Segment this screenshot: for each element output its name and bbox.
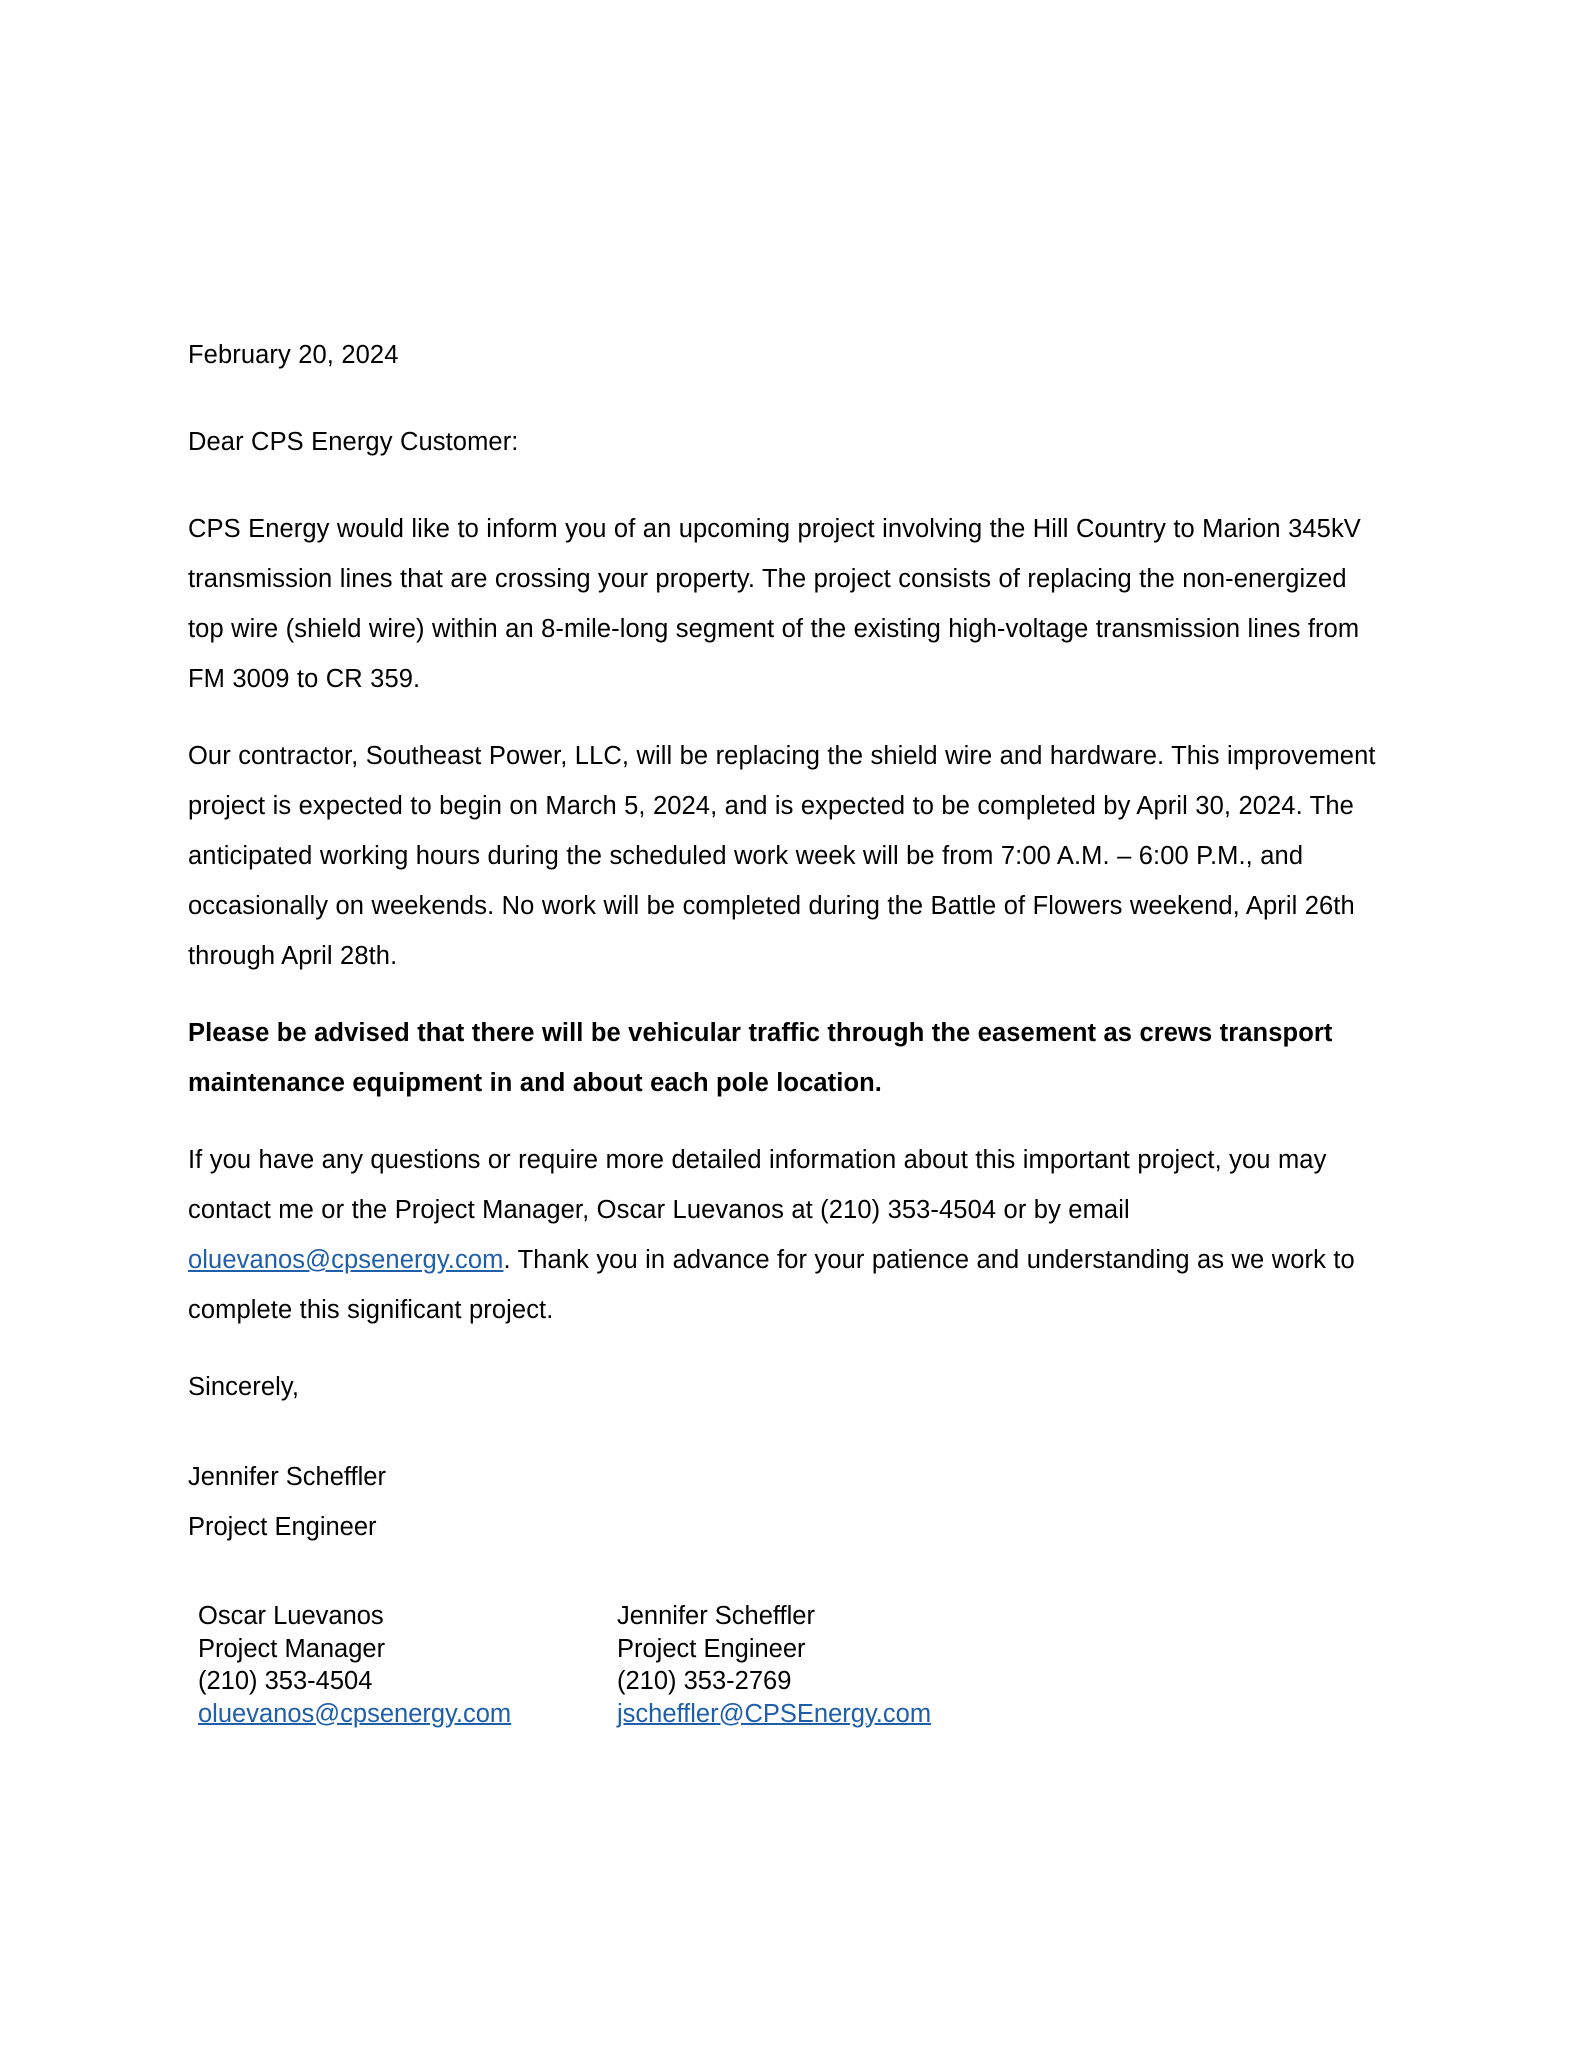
signature-title: Project Engineer: [188, 1513, 377, 1541]
contact-email-link[interactable]: jscheffler@CPSEnergy.com: [617, 1699, 932, 1728]
contact-title: Project Manager: [198, 1634, 386, 1663]
contact-phone: (210) 353-2769: [617, 1667, 792, 1695]
paragraph-questions: [188, 1135, 1384, 1335]
signature-block: [188, 1452, 1384, 1552]
contact-name: Oscar Luevanos: [198, 1602, 384, 1630]
signature-name: Jennifer Scheffler: [188, 1463, 386, 1491]
inline-email-link-oluevanos[interactable]: oluevanos@cpsenergy.com: [188, 1246, 504, 1274]
questions-lead-text: If you have any questions or require more detailed information about this important project, you may contact me or the Project Manager, Oscar Luevanos at (210) 353-4504 or by email: [188, 1146, 1327, 1224]
contact-footer: [198, 1600, 1198, 1730]
paragraph-traffic-notice: Please be advised that there will be vehicular traffic through the easement as crews transport maintenance equipment in and about each pole location.: [188, 1019, 1333, 1097]
contact-phone: (210) 353-4504: [198, 1667, 373, 1695]
paragraph-contractor-schedule: Our contractor, Southeast Power, LLC, will be replacing the shield wire and hardware. This improvement project is expected to begin on March 5, 2024, and is expected to be completed by April 30, 2024. The anticipated working hours during the scheduled work week will be from 7:00 A.M. – 6:00 P.M., and occasionally on weekends. No work will be completed during the Battle of Flowers weekend, April 26th through April 28th.: [188, 742, 1376, 970]
letter-salutation: Dear CPS Energy Customer:: [188, 428, 519, 456]
contact-email-link[interactable]: oluevanos@cpsenergy.com: [198, 1699, 512, 1728]
letter-body: [188, 330, 1384, 1552]
paragraph-project-overview: CPS Energy would like to inform you of an upcoming project involving the Hill Country to Marion 345kV transmission lines that are crossing your property. The project consists of replacing the non-energized top wire (shield wire) within an 8-mile-long segment of the existing high-voltage transmission lines from FM 3009 to CR 359.: [188, 515, 1361, 693]
contact-card-oscar-luevanos: [198, 1600, 617, 1730]
letter-date: February 20, 2024: [188, 341, 399, 369]
contact-title: Project Engineer: [617, 1634, 806, 1663]
questions-tail-text: . Thank you in advance for your patience and understanding as we work to complete this significant project.: [188, 1246, 1355, 1324]
contact-name: Jennifer Scheffler: [617, 1602, 815, 1630]
contact-card-jennifer-scheffler: [617, 1600, 1117, 1730]
letter-closing: Sincerely,: [188, 1373, 300, 1401]
